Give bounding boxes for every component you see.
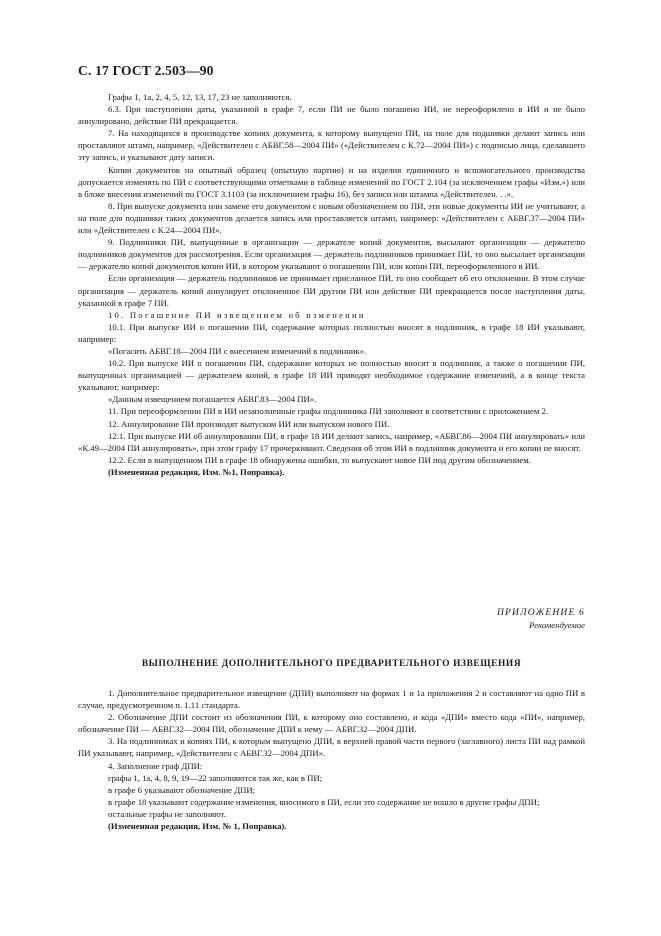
appendix-status: Рекомендуемое [529, 620, 585, 630]
paragraph: 1. Дополнительное предварительное извещение (ДПИ) выполняют на формах 1 и 1а приложения 2 и составляют на одно ПИ в случае, предусмотренном п. 1.11 стандарта. [78, 688, 585, 711]
subsection-heading: 10. Погашение ПИ извещением об изменении [108, 309, 366, 320]
paragraph: 3. На подлинниках и копиях ПИ, к которым выпущено ДПИ, в верхней правой части первого (заглавного) листа ПИ над рамкой ПИ указывают, например, «Действителен с АБВГ.32—2004 ДПИ». [78, 736, 585, 759]
paragraph: 10.2. При выпуске ИИ о погашении ПИ, содержание которых не полностью вносят в подлинник, а также о погашении ПИ, выпущенных организацией — держателем копий, в графе 18 ИИ приводят необходимое содержание изменений, а в конце текста указывают, например: [78, 358, 585, 393]
paragraph: в графе 6 указывают обозначение ДПИ; [108, 784, 256, 795]
paragraph: 8. При выпуске документа или замене его документом с новым обозначением по ПИ, эти новые документы ИИ не учитывают, а на поле для подшивки таких документов делается запись или проставляется штамп, например: «Действителен с АБВГ.37—2004 ПИ» или «Действителен с К.24—2004 ПИ». [78, 200, 585, 236]
page-header: С. 17 ГОСТ 2.503—90 [78, 63, 214, 78]
paragraph: 6.3. При наступлении даты, указанной в графе 7, если ПИ не было погашено ИИ, не переоформлено в ИИ и не было аннулировано, действие ПИ прекращается. [78, 104, 585, 127]
section-text-upper [78, 91, 585, 478]
paragraph: 12. Аннулирование ПИ производят выпуском ИИ или выпуском нового ПИ. [108, 418, 390, 429]
paragraph: 11. При переоформлении ПИ в ИИ незаполненные графы подлинника ПИ заполняют в соответствии с приложением 2. [108, 406, 549, 417]
paragraph: 12.1. При выпуске ИИ об аннулировании ПИ, в графе 18 ИИ делают запись, например, «АБВГ.86—2004 ПИ аннулировать» или «К.49—2004 ПИ аннулировать», при этом графу 17 прочеркивают. Сведения об этом ИИ в подлинник документа и его копии не вносят. [78, 430, 585, 453]
paragraph: Графы 1, 1а, 2, 4, 5, 12, 13, 17, 23 не заполняются. [108, 92, 292, 102]
paragraph: в графе 18 указывают содержание изменения, вносимого в ПИ, если это содержание не вошло в другие графы ДПИ; [108, 796, 540, 807]
section-text-lower [78, 687, 585, 832]
paragraph: Копии документов на опытный образец (опытную партию) и на изделия единичного и вспомогательного производства допускается изменять по ПИ с соответствующими отметками в таблице изменений по ГОСТ 2.104 (за исключением графы «Изм.») или в блоке внесения изменений по ГОСТ 3.1103 (за исключением графы 16), без записи или штампа «Действителен. . .». [78, 164, 585, 199]
paragraph: графы 1, 1а, 4, 8, 9, 19—22 заполняются так же, как в ПИ; [108, 772, 323, 783]
paragraph: 9. Подлинники ПИ, выпущенные в организации — держателе копий документов, высылают организации — держателю подлинников документов для рассмотрения. Если организация — держатель подлинников принимает ПИ, то оно высылает организации — держателю копий документов копии ИИ, в котором указывают о погашении ПИ, или копии ПИ, переоформленного в ИИ. [78, 237, 585, 272]
paragraph: 4. Заполнение граф ДПИ: [108, 760, 203, 771]
paragraph: 2. Обозначение ДПИ состоит из обозначения ПИ, к которому оно составлено, и кода «ДПИ» вместо кода «ПИ», например, обозначение ПИ — АБВГ.32—2004 ПИ, обозначение ДПИ к нему — АБВГ.32—2004 ДПИ. [78, 712, 585, 735]
revision-note: (Измененная редакция, Изм. № 1, Поправка). [108, 821, 287, 832]
paragraph: остальные графы не заполняют. [108, 808, 226, 819]
section-title: ВЫПОЛНЕНИЕ ДОПОЛНИТЕЛЬНОГО ПРЕДВАРИТЕЛЬНОГО ИЗВЕЩЕНИЯ [141, 659, 522, 669]
paragraph: Если организация — держатель подлинников не принимает присланное ПИ, то оно сообщает об его отклонении. В этом случае организация — держатель копий аннулирует отклоненное ПИ другим ПИ или действие ПИ прекращается после наступления даты, указанной в графе 7 ПИ. [78, 273, 585, 308]
paragraph: 7. На находящихся в производстве копиях документа, к которому выпущено ПИ, на поле для подшивки делают запись или проставляют штамп, например, «Действителен с АБВГ.58—2004 ПИ» («Действителен с К.72—2004 ПИ») с подписью лица, сделавшего эту запись, и указывают дату записи. [78, 128, 585, 163]
appendix-label [497, 608, 585, 630]
paragraph: 10.1. При выпуске ИИ о погашении ПИ, содержание которых полностью вносят в подлинник, в графе 18 ИИ указывают, например: [78, 321, 585, 344]
paragraph: «Данным извещением погашается АБВГ.83—2004 ПИ». [108, 394, 317, 405]
paragraph: 12.2. Если в выпущенном ПИ в графе 18 обнаружены ошибки, то выпускают новое ПИ под другим обозначением. [108, 454, 531, 465]
paragraph: «Погасить АБВГ.18—2004 ПИ с внесением изменений в подлинник». [108, 345, 367, 356]
revision-note: (Измененная редакция, Изм. №1, Поправка). [108, 466, 285, 477]
appendix-number: ПРИЛОЖЕНИЕ 6 [496, 608, 585, 618]
